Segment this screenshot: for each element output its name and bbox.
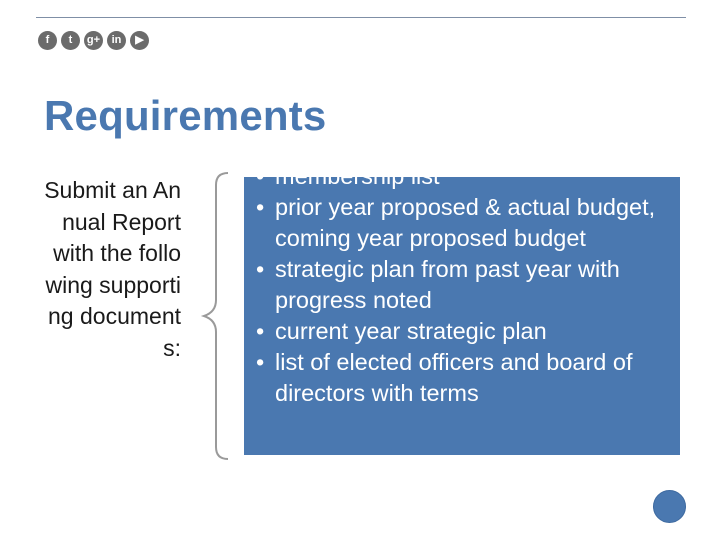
google-plus-icon[interactable]: g+ [84,31,103,50]
requirements-panel [244,163,680,455]
intro-text: Submit an Annual Report with the following supporting documents: [44,177,181,361]
list-item: • prior year proposed & actual budget, coming year proposed budget [256,194,656,251]
social-bar [38,31,149,53]
brace-icon [200,170,234,462]
requirements-list [252,161,677,409]
list-item-text: list of elected officers and board of directors with terms [275,349,633,406]
linkedin-icon[interactable]: in [107,31,126,50]
top-divider [36,17,686,18]
play-icon[interactable]: ▶ [130,31,149,50]
list-item-text: current year strategic plan [275,318,547,344]
list-item-text: prior year proposed & actual budget, coming year proposed budget [275,194,656,251]
slide-title: Requirements [44,92,327,139]
list-item: • current year strategic plan [256,318,547,344]
list-item: • strategic plan from past year with progress noted [256,256,620,313]
list-item-text: membership list [275,163,440,189]
list-item-text: strategic plan from past year with progress noted [275,256,620,313]
nav-circle-button[interactable] [653,490,686,523]
facebook-icon[interactable]: f [38,31,57,50]
list-item: • list of elected officers and board of directors with terms [256,349,633,406]
list-item: • membership list [256,163,440,189]
twitter-icon[interactable]: t [61,31,80,50]
